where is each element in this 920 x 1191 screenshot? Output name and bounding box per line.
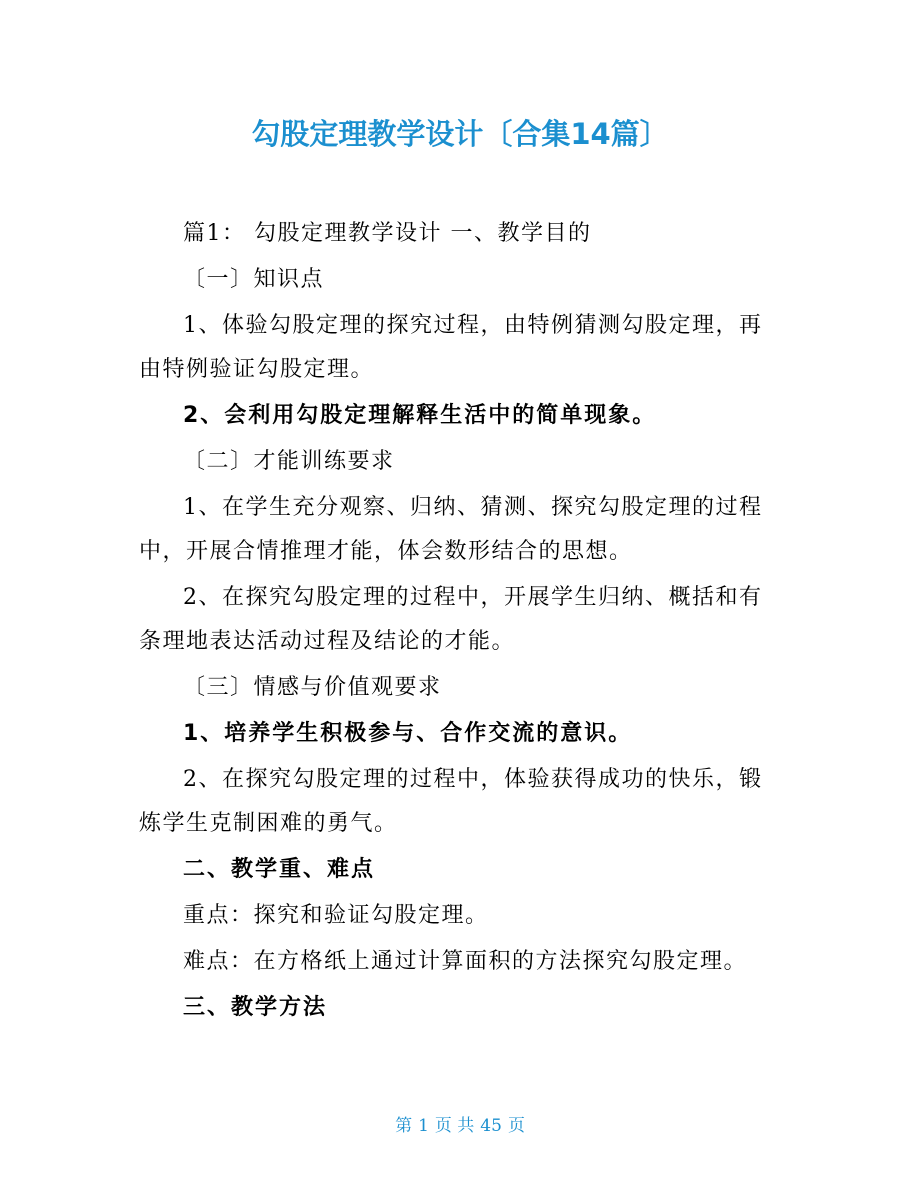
paragraph-emotion-2: 2、在探究勾股定理的过程中，体验获得成功的快乐，锻炼学生克制困难的勇气。	[139, 767, 763, 836]
paragraph-emotion-1: 1、培养学生积极参与、合作交流的意识。	[183, 721, 633, 746]
footer-total-pages: 45	[480, 1116, 502, 1136]
footer-page-number: 1	[418, 1116, 429, 1136]
paragraph-chapter-heading: 篇1： 勾股定理教学设计 一、教学目的	[183, 221, 592, 246]
footer-suffix: 页	[507, 1116, 525, 1136]
paragraph-key-point: 重点：探究和验证勾股定理。	[183, 903, 489, 928]
paragraph-methods-heading: 三、教学方法	[183, 995, 328, 1020]
footer-middle: 页 共	[434, 1116, 475, 1136]
paragraph-section-ability: 〔二〕才能训练要求	[183, 449, 395, 474]
paragraph-ability-1: 1、在学生充分观察、归纳、猜测、探究勾股定理的过程中，开展合情推理才能，体会数形结合的思想。	[139, 495, 763, 564]
paragraph-knowledge-2: 2、会利用勾股定理解释生活中的简单现象。	[183, 403, 657, 428]
paragraph-section-knowledge: 〔一〕知识点	[183, 267, 325, 292]
document-title: 勾股定理教学设计〔合集14篇〕	[251, 117, 669, 151]
paragraph-key-points-heading: 二、教学重、难点	[183, 857, 376, 882]
paragraph-ability-2: 2、在探究勾股定理的过程中，开展学生归纳、概括和有条理地表达活动过程及结论的才能。	[139, 585, 763, 654]
document-body	[139, 212, 779, 1032]
paragraph-difficult-point: 难点：在方格纸上通过计算面积的方法探究勾股定理。	[183, 949, 748, 974]
paragraph-knowledge-1: 1、体验勾股定理的探究过程，由特例猜测勾股定理，再由特例验证勾股定理。	[139, 313, 763, 382]
footer-prefix: 第	[395, 1116, 413, 1136]
page-footer	[0, 1112, 920, 1140]
paragraph-section-emotion: 〔三〕情感与价值观要求	[183, 675, 442, 700]
